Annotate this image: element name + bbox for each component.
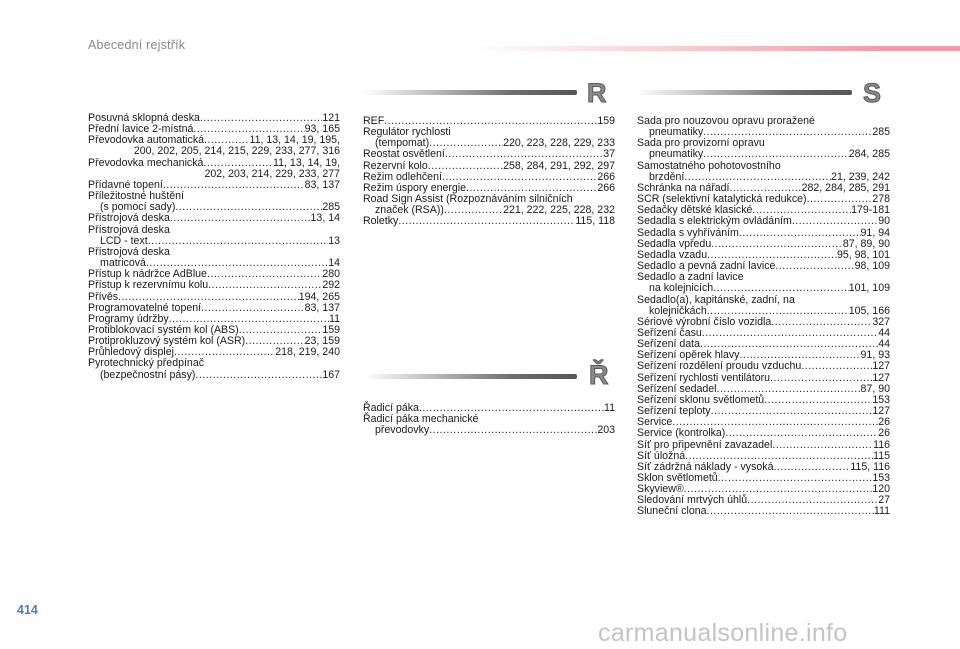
entry-term: (s pomocí sady)	[100, 201, 176, 214]
dot-leader	[163, 180, 305, 191]
entry-pages: 115, 116	[850, 460, 890, 473]
entry-pages: 44	[878, 338, 890, 351]
entry-term: značek (RSA))	[375, 204, 444, 217]
entry-term: matricová	[100, 257, 146, 270]
entry-line	[363, 149, 615, 160]
dot-leader	[747, 495, 878, 506]
entry-line	[88, 213, 340, 224]
entry-term: Režim odlehčení	[363, 170, 442, 183]
dot-leader	[175, 202, 322, 213]
dot-leader	[711, 406, 873, 417]
entry-pages: 121	[322, 112, 340, 124]
entry-term: Řadicí páka mechanické	[363, 413, 479, 426]
entry-pages: 83, 137	[304, 178, 340, 191]
index-entry	[88, 247, 340, 269]
entry-pages: 127	[872, 405, 890, 418]
entry-pages: 203	[597, 424, 615, 437]
dot-leader	[711, 239, 843, 250]
dot-leader	[200, 113, 322, 124]
entry-pages: 258, 284, 291, 292, 297	[503, 159, 615, 172]
entry-term: Sedadlo a pevná zadní lavice	[637, 260, 776, 273]
entry-pages: 23, 159	[304, 335, 340, 348]
index-entry	[363, 127, 615, 149]
dot-leader	[703, 149, 849, 160]
entry-pages: 83, 137	[304, 301, 340, 314]
entry-pages: 120	[872, 483, 890, 496]
entry-term: Samostatného pohotovostního	[637, 159, 781, 172]
dot-leader	[775, 261, 854, 272]
index-entry	[637, 272, 890, 294]
dot-leader	[170, 213, 311, 224]
entry-term: REF	[363, 115, 385, 127]
index-entry	[363, 414, 615, 436]
entry-term: Service (kontrolka)	[637, 427, 726, 440]
entry-term: Přístrojová deska	[88, 223, 170, 236]
index-column-1	[88, 113, 340, 381]
index-entry	[88, 135, 340, 157]
entry-term: Seřízení času	[637, 326, 702, 339]
entry-term: brzdění	[649, 170, 685, 183]
section-header-r	[363, 78, 618, 116]
dot-leader	[429, 425, 597, 436]
entry-pages: 37	[603, 148, 615, 161]
index-entry	[637, 506, 890, 517]
entry-line	[637, 361, 890, 372]
entry-pages: 44	[878, 326, 890, 339]
entry-term: Seřízení sedadel	[637, 382, 717, 395]
entry-term: Sedačky dětské klasické	[637, 204, 753, 217]
dot-leader	[201, 303, 305, 314]
entry-term: Síť úložná	[637, 449, 686, 462]
entry-term: pneumatiky	[649, 148, 704, 161]
section-divider-bar	[637, 90, 852, 95]
entry-term: na kolejnicích	[649, 282, 714, 295]
dot-leader	[773, 462, 850, 473]
entry-line	[363, 216, 615, 227]
entry-term: Regulátor rychlosti	[363, 126, 451, 139]
entry-pages: 153	[872, 393, 890, 406]
entry-pages: 153	[872, 472, 890, 484]
dot-leader	[792, 216, 878, 227]
entry-term: Sedadlo(a), kapitánské, zadní, na	[637, 293, 795, 306]
entry-pages: 27	[878, 494, 890, 507]
entry-term: pneumatiky	[649, 126, 704, 139]
entry-term: Sedadla vzadu	[637, 248, 708, 261]
entry-pages: 327	[872, 315, 890, 328]
entry-term: Sedadlo a zadní lavice	[637, 271, 744, 284]
entry-pages: 285	[322, 201, 340, 214]
entry-pages: 91, 94	[860, 226, 890, 239]
dot-leader	[771, 317, 872, 328]
entry-term: Protiprokluzový systém kol (ASR)	[88, 335, 246, 348]
entry-pages: 167	[322, 368, 340, 381]
entry-pages: 11, 13, 14, 19,	[273, 156, 340, 169]
entry-pages: 115	[873, 449, 890, 462]
entry-term: Posuvná sklopná deska	[88, 112, 200, 124]
entry-line	[88, 292, 340, 303]
page-number: 414	[17, 603, 38, 617]
dot-leader	[444, 205, 503, 216]
entry-pages: 266	[597, 170, 615, 183]
entry-pages: 11, 13, 14, 19, 195,	[249, 134, 340, 147]
entry-line	[637, 406, 890, 417]
entry-pages: 93, 165	[304, 123, 340, 136]
entry-term: Programy údržby	[88, 312, 169, 325]
entry-term: SCR (selektivní katalytická redukce)	[637, 193, 807, 206]
index-entry	[637, 361, 890, 372]
dot-leader	[195, 370, 322, 381]
index-entry	[88, 213, 340, 224]
entry-term: Přívěs	[88, 290, 119, 303]
entry-pages: 26	[878, 427, 890, 440]
index-entry	[88, 158, 340, 180]
entry-term: (bezpečnostní pásy)	[100, 368, 196, 381]
entry-pages: 111	[873, 505, 890, 518]
dot-leader	[713, 283, 849, 294]
index-entry	[637, 295, 890, 317]
entry-pages: 26	[878, 416, 890, 429]
entry-term: Pyrotechnický předpínač	[88, 357, 205, 370]
entry-term: Sluneční clona	[637, 505, 707, 518]
dot-leader	[445, 149, 603, 160]
dot-leader	[801, 361, 872, 372]
entry-line	[637, 428, 890, 439]
entry-term: Skyview®	[637, 483, 684, 496]
entry-term: Převodovka mechanická	[88, 156, 204, 169]
entry-term: Přístrojová deska	[88, 245, 170, 258]
section-letter: S	[863, 78, 882, 108]
entry-pages: 13	[328, 234, 340, 247]
section-letter: R	[587, 78, 607, 108]
entry-pages: 101, 109	[848, 282, 890, 295]
entry-line	[637, 440, 890, 451]
entry-term: Sada pro nouzovou opravu proražené	[637, 115, 815, 127]
section-divider-bar	[363, 90, 577, 95]
index-entry	[637, 161, 890, 183]
entry-pages: 220, 223, 228, 229, 233	[503, 137, 615, 150]
entry-pages: 159	[597, 115, 615, 127]
entry-term: Seřízení data	[637, 338, 701, 351]
entry-term: Síť pro připevnění zavazadel	[637, 438, 773, 451]
entry-term: Přístup k rezervnímu kolu	[88, 279, 209, 292]
dot-leader	[764, 395, 872, 406]
index-entry	[88, 292, 340, 303]
index-entry	[637, 406, 890, 417]
entry-term: Přední lavice 2-místná	[88, 123, 194, 136]
entry-term: Přístup k nádržce AdBlue	[88, 268, 207, 281]
page-header-title: Abecední rejstřík	[88, 38, 186, 52]
index-entry	[637, 216, 890, 227]
entry-term: Převodovka automatická	[88, 134, 205, 147]
index-entry	[637, 116, 890, 138]
entry-pages-continued: 202, 203, 214, 229, 233, 277	[204, 167, 340, 180]
entry-term: kolejničkách	[649, 304, 707, 317]
entry-pages: 95, 98, 101	[836, 248, 890, 261]
entry-pages: 98, 109	[854, 260, 890, 273]
entry-pages: 266	[597, 181, 615, 194]
entry-pages: 221, 222, 225, 228, 232	[503, 204, 615, 217]
entry-pages-continued: 200, 202, 205, 214, 215, 229, 233, 277, 316	[133, 145, 340, 158]
entry-line	[637, 149, 890, 160]
index-entry	[88, 191, 340, 213]
dot-leader	[398, 216, 575, 227]
entry-term: Síť zádržná náklady - vysoká	[637, 460, 774, 473]
dot-leader	[207, 269, 322, 280]
entry-term: (tempomat)	[375, 137, 430, 150]
entry-term: Řadicí páka	[363, 402, 419, 414]
entry-pages: 11	[329, 312, 340, 325]
entry-line	[637, 506, 890, 517]
entry-pages: 194, 265	[298, 290, 340, 303]
dot-leader	[772, 440, 873, 451]
entry-line	[88, 280, 340, 291]
entry-pages: 116	[873, 438, 890, 451]
entry-term: Schránka na nářadí	[637, 181, 730, 194]
entry-line	[88, 370, 340, 381]
entry-term: Režim úspory energie	[363, 181, 467, 194]
entry-term: Sada pro provizorní opravu	[637, 137, 765, 150]
index-entry	[363, 216, 615, 227]
entry-pages: 87, 89, 90	[842, 237, 890, 250]
section-header-s	[637, 78, 892, 116]
entry-term: Seřízení rozdělení proudu vzduchu	[637, 360, 802, 373]
entry-pages: 11	[604, 402, 615, 414]
dot-leader	[118, 292, 299, 303]
entry-term: Přídavné topení	[88, 178, 163, 191]
entry-term: Sklon světlometů	[637, 472, 718, 484]
index-entry	[363, 194, 615, 216]
dot-leader	[208, 280, 322, 291]
entry-term: Sedadla s elektrickým ovládáním	[637, 215, 792, 228]
entry-term: Sledování mrtvých úhlů	[637, 494, 748, 507]
entry-pages: 105, 166	[848, 304, 890, 317]
entry-line	[637, 216, 890, 227]
entry-pages: 87, 90	[860, 382, 890, 395]
entry-term: Road Sign Assist (Rozpoznáváním silničních	[363, 193, 573, 206]
watermark: carmanualsonline.info	[598, 619, 848, 647]
entry-term: Seřízení rychlosti ventilátoru	[637, 371, 771, 384]
entry-pages: 115, 118	[575, 215, 615, 228]
entry-term: Přístrojová deska	[88, 212, 170, 225]
entry-pages: 280	[322, 268, 340, 281]
entry-pages: 127	[872, 371, 890, 384]
entry-term: Sériové výrobní číslo vozidla	[637, 315, 772, 328]
entry-term: Sedadla s vyhříváním	[637, 226, 739, 239]
entry-term: Protiblokovací systém kol (ABS)	[88, 323, 239, 336]
entry-line	[637, 283, 890, 294]
entry-term: Seřízení teploty	[637, 405, 711, 418]
entry-term: Průhledový displej	[88, 346, 174, 359]
entry-pages: 284, 285	[848, 148, 890, 161]
entry-term: Roletky	[363, 215, 399, 228]
section-header-r-caron	[363, 360, 618, 400]
entry-term: Příležitostné huštění	[88, 190, 184, 203]
dot-leader	[702, 328, 878, 339]
entry-pages: 218, 219, 240	[275, 346, 340, 359]
index-column-2-r	[363, 116, 615, 228]
entry-pages: 278	[872, 193, 890, 206]
index-entry	[637, 428, 890, 439]
index-entry	[88, 280, 340, 291]
section-divider-bar	[363, 374, 577, 379]
entry-pages: 159	[322, 323, 340, 336]
dot-leader	[770, 373, 872, 384]
entry-term: Rezervní kolo	[363, 159, 428, 172]
entry-pages: 127	[872, 360, 890, 373]
entry-pages: 90	[878, 215, 890, 228]
index-entry	[637, 138, 890, 160]
entry-term: Seřízení opěrek hlavy	[637, 349, 740, 362]
index-entry	[637, 440, 890, 451]
entry-pages: 285	[872, 126, 890, 139]
index-column-3-s	[637, 116, 890, 518]
entry-line	[363, 425, 615, 436]
entry-term: LCD - text	[100, 234, 148, 247]
index-entry	[363, 149, 615, 160]
index-column-2-r-caron	[363, 403, 615, 436]
dot-leader	[718, 473, 873, 484]
entry-pages: 14	[328, 257, 340, 270]
entry-term: Reostat osvětlení	[363, 148, 445, 161]
entry-pages: 21, 239, 242	[831, 170, 890, 183]
entry-pages: 292	[322, 279, 340, 292]
index-entry	[88, 225, 340, 247]
entry-term: Service	[637, 416, 673, 429]
entry-term: Sedadla vpředu	[637, 237, 712, 250]
entry-pages: 282, 284, 285, 291	[801, 181, 890, 194]
entry-pages: 91, 93	[860, 349, 890, 362]
dot-leader	[725, 428, 878, 439]
entry-term: Programovatelné topení	[88, 301, 202, 314]
entry-term: převodovky	[375, 424, 430, 437]
entry-pages: 179-181	[851, 204, 890, 217]
dot-leader	[707, 506, 874, 517]
section-letter: Ř	[589, 360, 609, 390]
dot-leader	[148, 236, 329, 247]
index-entry	[88, 358, 340, 380]
entry-pages: 13, 14	[310, 212, 340, 225]
entry-term: Seřízení sklonu světlometů	[637, 393, 765, 406]
header-accent-bar	[470, 46, 960, 51]
